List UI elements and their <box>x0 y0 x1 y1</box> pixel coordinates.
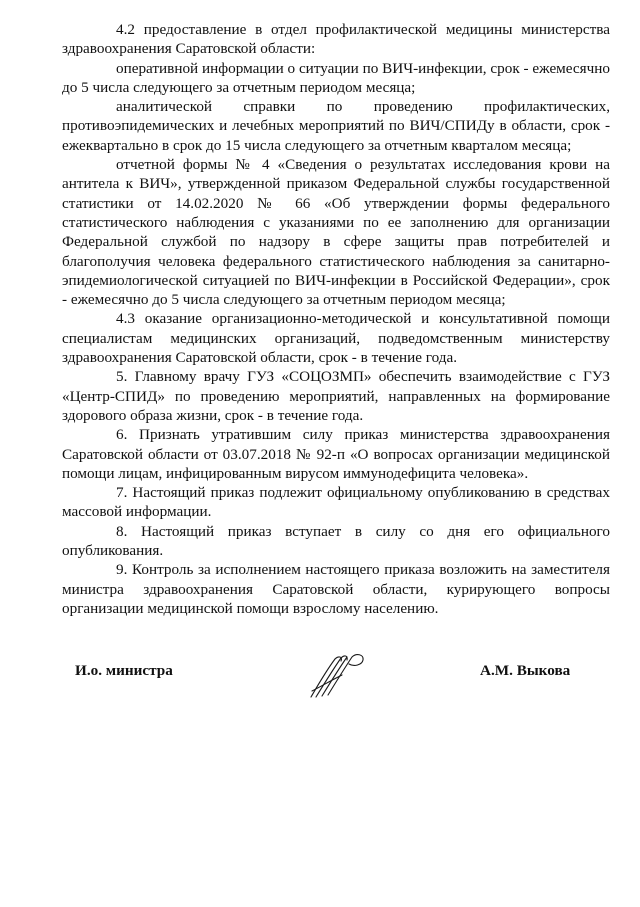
paragraph-operative-info: оперативной информации о ситуации по ВИЧ-инфекции, срок - ежемесячно до 5 числа следующего за отчетным периодом месяца; <box>62 59 610 96</box>
signatory-name: А.М. Выкова <box>480 662 571 679</box>
handwritten-signature-icon <box>308 651 370 701</box>
paragraph-5: 5. Главному врачу ГУЗ «СОЦОЗМП» обеспечить взаимодействие с ГУЗ «Центр-СПИД» по проведению мероприятий, направленных на формирование здорового образа жизни, срок - в течение года. <box>62 368 610 424</box>
paragraph-form-4: отчетной формы № 4 «Сведения о результатах исследования крови на антитела к ВИЧ», утвержденной приказом Федеральной службы государственной статистики от 14.02.2020 № 66 «Об утверждении формы федерального статистического наблюдения с указаниями по ее заполнению для организации Федеральной службой по надзору в сфере защиты прав потребителей и благополучия человека федерального статистического наблюдения за санитарно-эпидемиологической ситуацией по ВИЧ-инфекции в Российской Федерации», срок - ежемесячно до 5 числа следующего за отчетным периодом месяца; <box>62 156 610 309</box>
paragraph-7: 7. Настоящий приказ подлежит официальному опубликованию в средствах массовой информации. <box>62 484 610 521</box>
paragraph-8: 8. Настоящий приказ вступает в силу со дня его официального опубликования. <box>62 522 610 560</box>
document-body <box>62 20 610 618</box>
paragraph-9: 9. Контроль за исполнением настоящего приказа возложить на заместителя министра здравоохранения Саратовской области, курирующего вопросы организации медицинской помощи взрослому населению. <box>62 561 610 617</box>
paragraph-6: 6. Признать утратившим силу приказ министерства здравоохранения Саратовской области от 03.07.2018 № 92-п «О вопросах организации медицинской помощи лицам, инфицированным вирусом иммунодефицита человека». <box>62 426 610 482</box>
paragraph-4-3: 4.3 оказание организационно-методической и консультативной помощи специалистам медицинских организаций, подведомственным министерству здравоохранения Саратовской области, срок - в течение года. <box>62 310 610 367</box>
paragraph-analytic-report: аналитической справки по проведению профилактических, противоэпидемических и лечебных мероприятий по ВИЧ/СПИДу в области, срок - ежеквартально в срок до 15 числа следующего за отчетным кварталом месяца; <box>62 98 610 154</box>
paragraph-4-2: 4.2 предоставление в отдел профилактической медицины министерства здравоохранения Саратовской области: <box>62 21 610 58</box>
signatory-title: И.о. министра <box>75 662 173 679</box>
